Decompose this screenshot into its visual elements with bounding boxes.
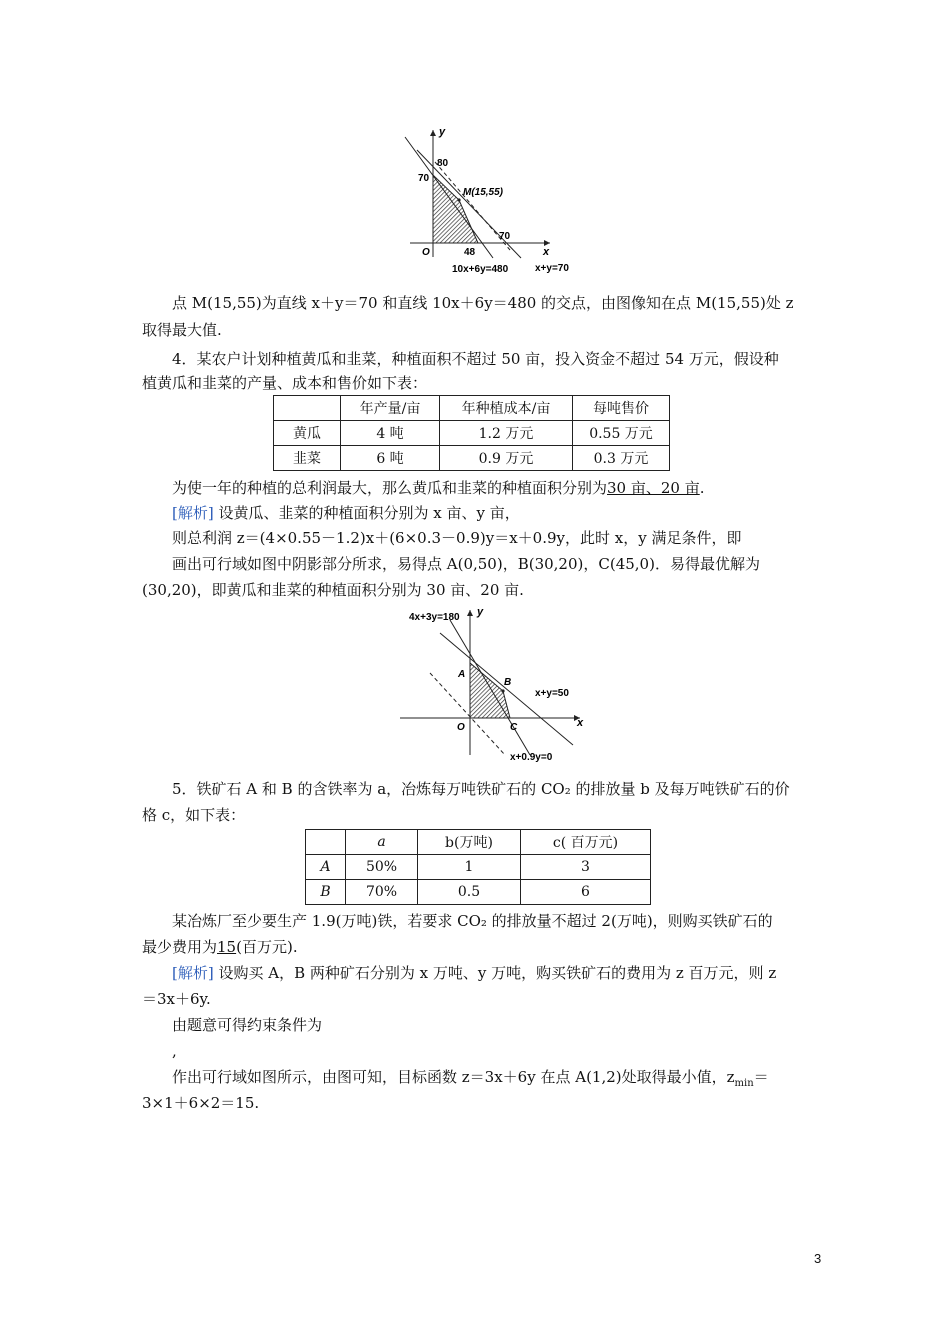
table-cucumber-leek xyxy=(273,395,670,471)
analysis-text: 设购买 A，B 两种矿石分别为 x 万吨、y 万吨，购买铁矿石的费用为 z 百万元，则 z xyxy=(213,964,777,982)
analysis-line: , xyxy=(172,1042,177,1060)
question-4-prompt xyxy=(172,477,705,499)
x-label: x xyxy=(577,717,584,729)
analysis-line xyxy=(172,1066,769,1095)
analysis-line: 则总利润 z＝(4×0.55－1.2)x＋(6×0.3－0.9)y＝x＋0.9y，此时 x，y 满足条件，即 xyxy=(172,529,742,547)
question-end: (百万元). xyxy=(236,938,298,956)
analysis-line: 3×1＋6×2＝15. xyxy=(142,1094,260,1112)
answer: 15 xyxy=(217,938,237,956)
answer: 30 亩、20 亩 xyxy=(607,479,700,497)
page-number: 3 xyxy=(814,1251,822,1266)
figure-2-graph xyxy=(395,605,595,765)
y-axis-arrow xyxy=(430,130,436,136)
analysis-tag: [解析] xyxy=(172,504,214,522)
table-row xyxy=(306,855,651,880)
line-2-label: x+y=70 xyxy=(535,263,569,274)
analysis-tag: [解析] xyxy=(172,964,214,982)
question-5-prompt xyxy=(142,936,298,958)
table-cell: B xyxy=(306,880,346,905)
table-cell: 0.3 万元 xyxy=(573,446,670,471)
analysis-line xyxy=(172,502,520,524)
table-cell: 黄瓜 xyxy=(274,421,341,446)
table-cell: 6 xyxy=(521,880,651,905)
analysis-line: ＝3x＋6y. xyxy=(142,990,211,1008)
subscript: min xyxy=(734,1078,754,1089)
tick-70-y: 70 xyxy=(418,173,430,184)
table-cell: a xyxy=(346,830,418,855)
y-label: y xyxy=(477,606,484,618)
origin-label: O xyxy=(422,247,430,258)
tick-48: 48 xyxy=(464,247,476,258)
table-cell: 年种植成本/亩 xyxy=(440,396,573,421)
table-row xyxy=(274,421,670,446)
tick-80: 80 xyxy=(437,158,449,169)
table-cell xyxy=(274,396,341,421)
y-axis-arrow xyxy=(467,610,473,616)
point-m xyxy=(457,198,460,201)
point-a-label: A xyxy=(458,669,466,680)
table-cell: 1 xyxy=(418,855,521,880)
table-cell: 1.2 万元 xyxy=(440,421,573,446)
line-top-label: 4x+3y=180 xyxy=(409,612,460,623)
origin-label: O xyxy=(457,722,465,733)
point-c-label: C xyxy=(510,722,518,733)
line-4x-3y-180 xyxy=(450,620,530,755)
line-obj-label: x+0.9y=0 xyxy=(510,752,553,763)
table-cell: 0.55 万元 xyxy=(573,421,670,446)
paragraph-line: 点 M(15,55)为直线 x＋y＝70 和直线 10x＋6y＝480 的交点，由图像知在点 M(15,55)处 z xyxy=(172,294,794,312)
question-4-line: 植黄瓜和韭菜的产量、成本和售价如下表： xyxy=(142,374,428,392)
table-header-row xyxy=(274,396,670,421)
line-1-label: 10x+6y=480 xyxy=(452,264,509,275)
question-text: 为使一年的种植的总利润最大，那么黄瓜和韭菜的种植面积分别为 xyxy=(172,479,608,497)
paragraph-line: 取得最大值. xyxy=(142,321,222,339)
table-header-row xyxy=(306,830,651,855)
analysis-text: 作出可行域如图所示，由图可知，目标函数 z＝3x＋6y 在点 A(1,2)处取得最小值，z xyxy=(172,1068,735,1086)
table-cell: 年产量/亩 xyxy=(341,396,440,421)
table-cell: 韭菜 xyxy=(274,446,341,471)
table-cell: 50% xyxy=(346,855,418,880)
question-end: . xyxy=(699,479,705,497)
question-5-line: 格 c，如下表： xyxy=(142,806,246,824)
analysis-line: (30,20)，即黄瓜和韭菜的种植面积分别为 30 亩、20 亩. xyxy=(142,581,524,599)
table-cell: b(万吨) xyxy=(418,830,521,855)
question-5-line: 5．铁矿石 A 和 B 的含铁率为 a，冶炼每万吨铁矿石的 CO₂ 的排放量 b 及每万吨铁矿石的价 xyxy=(172,780,790,798)
table-cell: A xyxy=(306,855,346,880)
question-4-line: 4．某农户计划种植黄瓜和韭菜，种植面积不超过 50 亩，投入资金不超过 54 万元，假设种 xyxy=(172,350,779,368)
figure-1-graph xyxy=(395,122,595,277)
table-cell: c( 百万元) xyxy=(521,830,651,855)
table-cell: 每吨售价 xyxy=(573,396,670,421)
y-label: y xyxy=(439,126,446,138)
table-cell: 6 吨 xyxy=(341,446,440,471)
table-iron-ore xyxy=(305,829,651,905)
tick-70-x: 70 xyxy=(499,231,511,242)
point-b-label: B xyxy=(504,677,512,688)
table-cell: 0.9 万元 xyxy=(440,446,573,471)
table-cell: 3 xyxy=(521,855,651,880)
point-b xyxy=(501,689,504,692)
table-cell: 70% xyxy=(346,880,418,905)
analysis-text: 设黄瓜、韭菜的种植面积分别为 x 亩、y 亩， xyxy=(213,504,520,522)
table-cell: 0.5 xyxy=(418,880,521,905)
question-5-prompt: 某冶炼厂至少要生产 1.9(万吨)铁，若要求 CO₂ 的排放量不超过 2(万吨)，则购买铁矿石的 xyxy=(172,912,773,930)
table-cell xyxy=(306,830,346,855)
line-mid-label: x+y=50 xyxy=(535,688,569,699)
analysis-line: 由题意可得约束条件为 xyxy=(172,1016,323,1034)
table-row xyxy=(306,880,651,905)
analysis-line xyxy=(172,962,776,984)
x-label: x xyxy=(543,246,550,258)
table-row xyxy=(274,446,670,471)
table-cell: 4 吨 xyxy=(341,421,440,446)
analysis-line: 画出可行域如图中阴影部分所求，易得点 A(0,50)，B(30,20)，C(45,0)．易得最优解为 xyxy=(172,555,760,573)
question-text: 最少费用为 xyxy=(142,938,218,956)
analysis-text: ＝ xyxy=(753,1068,769,1086)
point-m-label: M(15,55) xyxy=(463,187,504,198)
